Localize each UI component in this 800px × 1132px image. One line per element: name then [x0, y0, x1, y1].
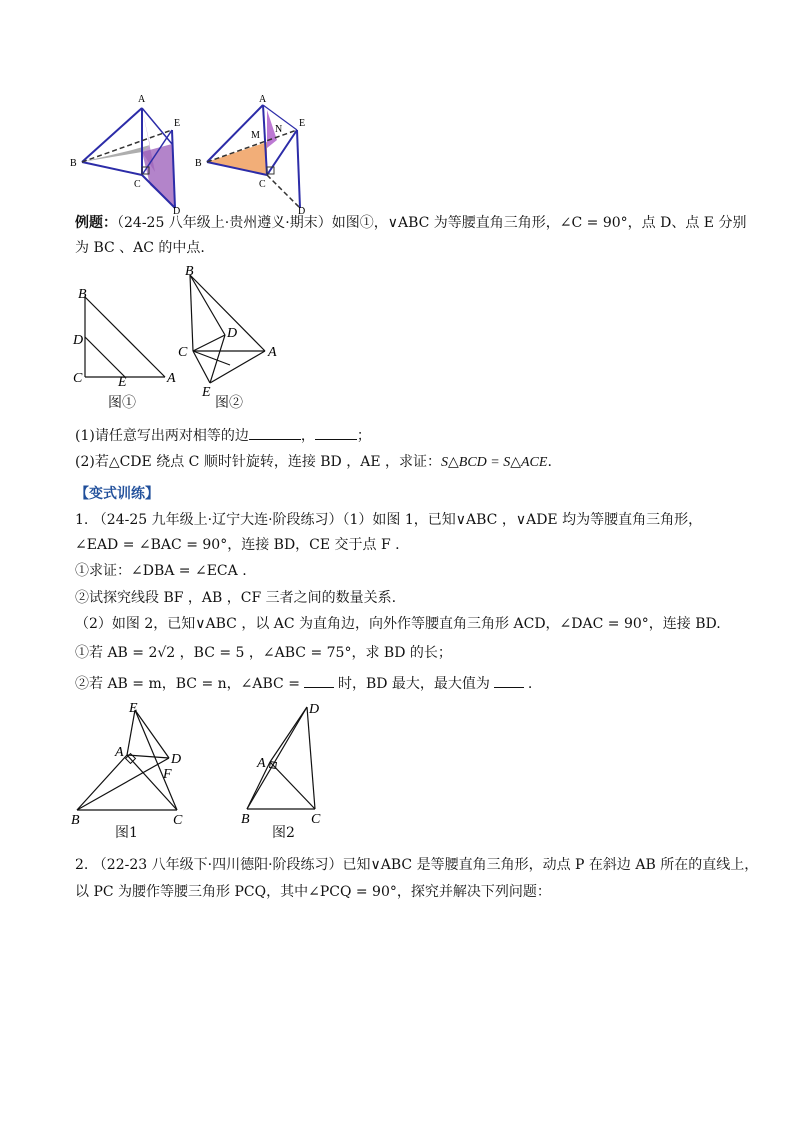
fp2-label-A: A [257, 756, 266, 771]
figure-1 [70, 282, 180, 387]
top-figure-right [195, 90, 315, 215]
example-label: 例题： [75, 215, 117, 231]
p1-line-5: （2）如图 2，已知∨ABC ，以 AC 为直角边，向外作等腰直角三角形 ACD，∠DAC = 90°，连接 BD. [75, 616, 721, 632]
question-2 [75, 452, 552, 473]
fig1-caption: 图① [108, 395, 136, 411]
fp1-label-F: F [163, 767, 172, 782]
figure-p2 [235, 697, 335, 825]
fig2-label-D: D [227, 326, 238, 341]
p1-line-3: ①求证：∠DBA = ∠ECA . [75, 563, 247, 579]
label-E: E [174, 118, 181, 129]
p1-line-2: ∠EAD = ∠BAC = 90°，连接 BD，CE 交于点 F . [75, 537, 400, 553]
p1-blank-angle[interactable] [304, 673, 334, 688]
q1-sep-1: ， [300, 428, 315, 444]
label-B: B [70, 158, 77, 169]
label-D: D [173, 206, 181, 215]
top-figure-left [70, 90, 190, 215]
p1-blank-max[interactable] [494, 673, 524, 688]
p1-line-6: ①若 AB = 2√2 ，BC = 5 ，∠ABC = 75°，求 BD 的长； [75, 645, 452, 661]
label-M: M [251, 130, 260, 141]
fig2-label-C: C [178, 345, 188, 360]
fig1-label-E: E [118, 375, 127, 387]
example-line-2: 为 BC 、AC 的中点. [75, 240, 205, 256]
fig1-label-B: B [78, 287, 87, 302]
fp2-label-B: B [241, 812, 250, 825]
p2-line-1: 2. （22-23 八年级下·四川德阳·阶段练习）已知∨ABC 是等腰直角三角形，动点 P 在斜边 AB 所在的直线上， [75, 857, 759, 873]
fig1-label-A: A [167, 371, 176, 386]
fp1-label-A: A [115, 745, 124, 760]
q1-blank-2[interactable] [315, 425, 357, 440]
figure-2 [175, 265, 285, 400]
fp1-label-D: D [171, 752, 182, 767]
p1-line-1: 1. （24-25 九年级上·辽宁大连·阶段练习）（1）如图 1，已知∨ABC ，∨ADE 均为等腰直角三角形， [75, 512, 703, 528]
fig2-label-E: E [202, 385, 211, 400]
label-C: C [259, 179, 266, 190]
fig2-label-A: A [268, 345, 277, 360]
label-A: A [259, 94, 267, 105]
label-C: C [134, 179, 141, 190]
p1-line-7-b: 时，BD 最大，最大值为 [337, 676, 490, 692]
fig1-label-D: D [73, 333, 84, 348]
p2-line-2: 以 PC 为腰作等腰三角形 PCQ，其中∠PCQ = 90°，探究并解决下列问题： [75, 884, 551, 900]
q2-prefix: (2)若△CDE 绕点 C 顺时针旋转，连接 BD ，AE ，求证： [75, 454, 442, 470]
fp1-label-C: C [173, 813, 183, 825]
fp2-label-C: C [311, 812, 321, 825]
label-B: B [195, 158, 202, 169]
fig2-caption: 图② [215, 395, 243, 411]
fig-p2-caption: 图2 [272, 825, 295, 841]
p1-line-7-a: ②若 AB = m，BC = n，∠ABC = [75, 676, 300, 692]
q2-formula: S△BCD = S△ACE [441, 455, 548, 470]
q2-end: . [547, 454, 552, 470]
p1-line-7 [75, 673, 532, 694]
label-N: N [275, 124, 283, 135]
q1-text: (1)请任意写出两对相等的边 [75, 428, 249, 444]
fp1-label-E: E [129, 701, 138, 716]
section-title: 【变式训练】 [75, 486, 159, 502]
p1-line-7-c: . [527, 676, 533, 692]
fp1-label-B: B [71, 813, 80, 825]
q1-blank-1[interactable] [249, 425, 301, 440]
label-E: E [299, 118, 306, 129]
q1-sep-2: ； [356, 428, 371, 444]
example-line-1 [75, 213, 746, 233]
label-D: D [298, 206, 306, 215]
fp2-label-D: D [309, 702, 320, 717]
figure-p1 [65, 700, 195, 825]
p1-line-4: ②试探究线段 BF ，AB ，CF 三者之间的数量关系. [75, 590, 397, 606]
example-text-1: （24-25 八年级上·贵州遵义·期末）如图①，∨ABC 为等腰直角三角形，∠C = 90°，点 D、点 E 分别 [117, 215, 747, 231]
fig1-label-C: C [73, 371, 83, 386]
question-1 [75, 425, 371, 446]
fig2-label-B: B [185, 265, 194, 279]
fig-p1-caption: 图1 [115, 825, 138, 841]
label-A: A [138, 94, 146, 105]
